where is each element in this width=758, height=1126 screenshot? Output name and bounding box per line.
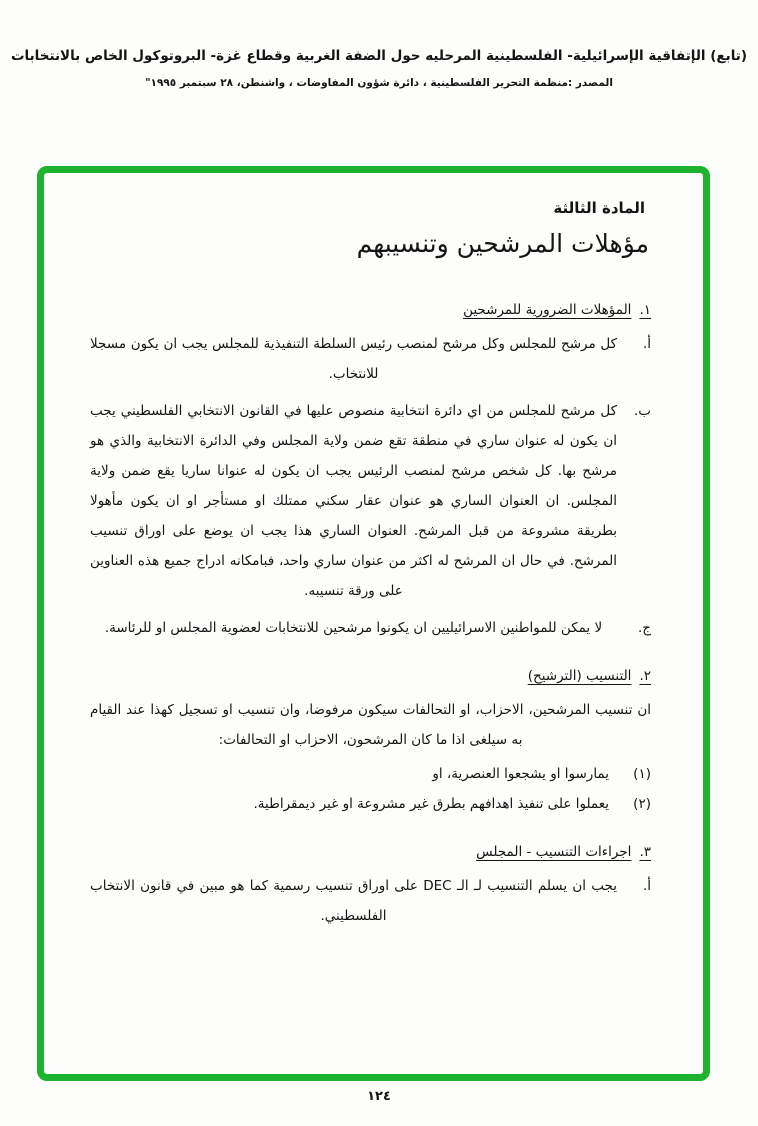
subitem-marker: (٢) (633, 796, 651, 812)
section-2-number: ٢. (639, 668, 651, 684)
item-text: كل مرشح للمجلس وكل مرشح لمنصب رئيس السلطة التنفيذية للمجلس يجب ان يكون مسجلا للانتخاب. (90, 336, 617, 382)
page-header (0, 48, 758, 89)
list-item (90, 329, 651, 389)
section-3-heading (90, 844, 651, 860)
section-1-number: ١. (639, 302, 651, 318)
list-item (90, 871, 651, 931)
item-marker: أ. (642, 878, 651, 894)
subitem-text: يمارسوا او يشجعوا العنصرية، او (432, 766, 609, 782)
section-3-title: اجراءات التنسيب - المجلس (476, 844, 632, 860)
list-subitem (90, 789, 651, 819)
document-source: المصدر :منظمة التحرير الفلسطينية ، دائرة شؤون المفاوضات ، واشنطن، ٢٨ سبتمبر ١٩٩٥" (145, 77, 613, 89)
section-2-title: التنسيب (الترشيح) (527, 668, 632, 684)
subitem-marker: (١) (633, 766, 651, 782)
item-text: كل مرشح للمجلس من اي دائرة انتخابية منصوص عليها في القانون الانتخابي الفلسطيني يجب ان يكون له عنوان ساري في منطقة تقع ضمن ولاية المجلس وفي الدائرة الانتخابية والذي هو مرشح بها. كل شخص مرشح لمنصب الرئيس يجب ان يكون له عنوانا ساريا يقع ضمن ولاية المجلس. ان العنوان الساري هو عنوان عقار سكني ممتلك او مستأجر او ان يكون مأهولا بطريقة مشروعة من قبل المرشح. العنوان الساري هذا يجب ان يوضع على اوراق تنسيب المرشح. في حال ان المرشح له اكثر من عنوان ساري واحد، فبامكانه ادراج جميع هذه العناوين على ورقة تنسيبه. (90, 403, 617, 599)
item-marker: أ. (642, 336, 651, 352)
list-item (90, 396, 651, 606)
document-title: (تابع) الإتفاقية الإسرائيلية- الفلسطينية المرحليه حول الضفة الغربية وقطاع غزة- البروتوكول الخاص بالانتخابات (10, 48, 748, 64)
item-text: يجب ان يسلم التنسيب لـ الـ DEC على اوراق تنسيب رسمية كما هو مبين في قانون الانتخاب الفلسطيني. (90, 878, 617, 924)
item-text: لا يمكن للمواطنين الاسرائيليين ان يكونوا مرشحين للانتخابات لعضوية المجلس او للرئاسة. (104, 620, 603, 636)
section-1-title: المؤهلات الضرورية للمرشحين (463, 302, 632, 318)
section-2-intro: ان تنسيب المرشحين، الاحزاب، او التحالفات سيكون مرفوضا، وان تنسيب او تسجيل كهذا عند القيام به سيلغى اذا ما كان المرشحون، الاحزاب او التحالفات: (90, 702, 651, 748)
section-3-number: ٣. (639, 844, 651, 860)
page-number: ١٢٤ (367, 1089, 391, 1104)
list-item (90, 613, 651, 643)
content-border (37, 166, 710, 1081)
article-subtitle: مؤهلات المرشحين وتنسيبهم (356, 229, 649, 258)
item-marker: ب. (633, 403, 651, 419)
item-marker: ج. (637, 620, 651, 636)
article-title: المادة الثالثة (553, 199, 645, 217)
subitem-text: يعملوا على تنفيذ اهدافهم بطرق غير مشروعة او غير ديمقراطية. (253, 796, 609, 812)
section-1-heading (90, 302, 651, 318)
section-2-heading (90, 668, 651, 684)
article-content (44, 173, 703, 1074)
list-subitem (90, 759, 651, 789)
